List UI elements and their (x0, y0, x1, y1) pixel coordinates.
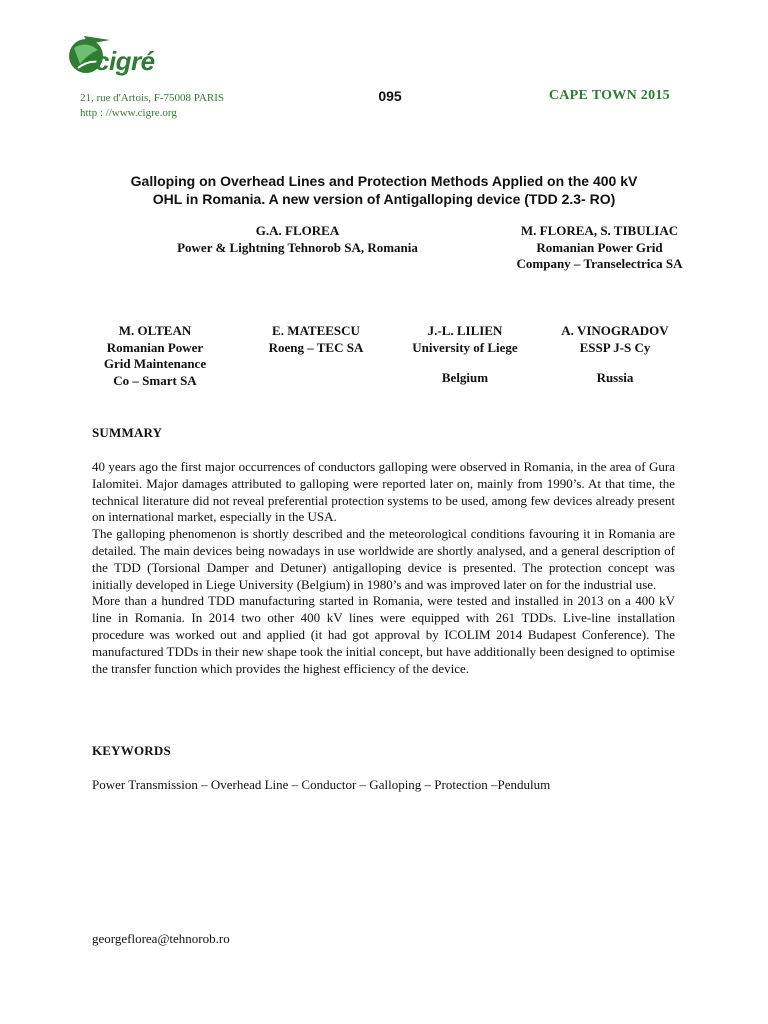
author-country: Belgium (441, 370, 489, 385)
address-block (80, 91, 224, 121)
paper-number: 095 (378, 88, 402, 104)
keywords-heading: KEYWORDS (92, 743, 171, 758)
author-name: A. VINOGRADOV (561, 323, 669, 338)
author-affiliation: University of Liege (412, 339, 518, 355)
title-line: OHL in Romania. A new version of Antigalloping device (TDD 2.3- RO) (152, 191, 616, 207)
author-country: Russia (596, 370, 634, 385)
author-name: M. FLOREA, S. TIBULIAC (520, 223, 679, 238)
address-line: 21, rue d'Artois, F-75008 PARIS (80, 92, 224, 104)
author-name: G.A. FLOREA (255, 223, 340, 238)
author-block (248, 323, 384, 356)
author-affiliation: Romanian Power Grid Maintenance Co – Smart SA (103, 339, 207, 388)
author-email[interactable]: georgeflorea@tehnorob.ro (92, 931, 230, 946)
author-affiliation: ESSP J-S Cy (579, 339, 651, 355)
summary-paragraph: The galloping phenomenon is shortly described and the meteorological conditions favouring it in Romania are detailed. The main devices being nowadays in use worldwide are shortly analysed, and a general description of the TDD (Torsional Damper and Detuner) antigalloping device is presented. The protection concept was initially developed in Liege University (Belgium) in 1980’s and was improved later on for the industrial use. (92, 526, 675, 592)
author-affiliation: Roeng – TEC SA (268, 339, 364, 355)
paper-title (84, 172, 684, 208)
conference-venue: CAPE TOWN 2015 (548, 88, 670, 103)
author-block (545, 323, 685, 387)
website-link[interactable]: http : //www.cigre.org (80, 107, 177, 119)
title-line: Galloping on Overhead Lines and Protection Methods Applied on the 400 kV (130, 173, 638, 189)
cigre-logo-text: cigré (95, 46, 155, 76)
author-affiliation: Romanian Power Grid Company – Transelectrica SA (516, 239, 683, 271)
author-block (502, 223, 697, 273)
author-block (392, 323, 538, 387)
summary-heading: SUMMARY (92, 425, 163, 440)
summary-body (92, 459, 675, 677)
author-block (96, 323, 214, 389)
author-name: E. MATEESCU (272, 323, 360, 338)
summary-paragraph: More than a hundred TDD manufacturing started in Romania, were tested and installed in 2013 on a 400 kV line in Romania. In 2014 two other 400 kV lines were equipped with 261 TDDs. Live-line installation procedure was worked out and applied (it had got approval by ICOLIM 2014 Budapest Conference). The manufactured TDDs in their new shape took the initial concept, but have additionally been designed to optimise the transfer function which provides the highest efficiency of the device. (92, 593, 675, 676)
author-name: M. OLTEAN (118, 323, 192, 338)
author-affiliation: Power & Lightning Tehnorob SA, Romania (177, 239, 418, 255)
summary-paragraph: 40 years ago the first major occurrences of conductors galloping were observed in Romania, in the area of Gura Ialomitei. Major damages attributed to galloping were reported later on, mainly from 1990’s. At that time, the technical literature did not reveal preferential protection systems to be used, among few devices already present on international market, especially in the USA. (92, 459, 675, 525)
author-block (130, 223, 465, 256)
author-name: J.-L. LILIEN (427, 323, 503, 338)
keywords-list: Power Transmission – Overhead Line – Conductor – Galloping – Protection –Pendulum (92, 777, 551, 792)
